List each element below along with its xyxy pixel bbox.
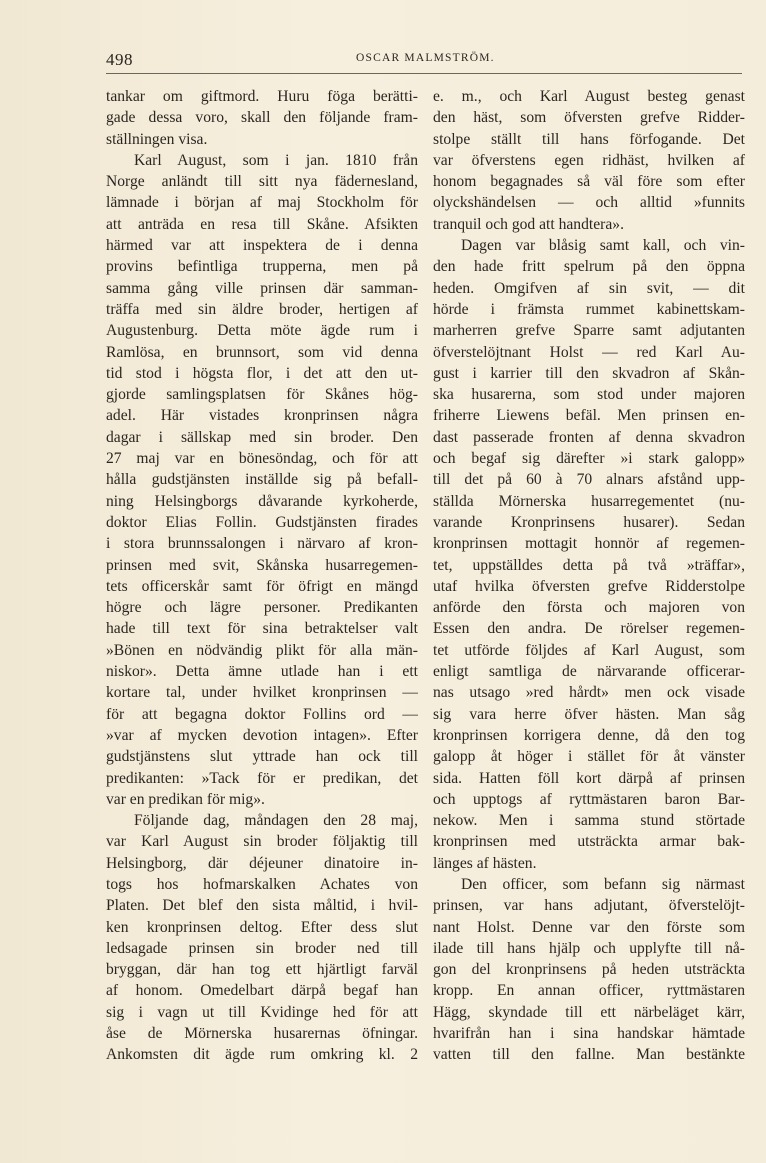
text-line: kronprinsen med utsträckta armar bak- xyxy=(433,833,745,851)
text-line: gon del kronprinsens på heden utsträckta xyxy=(433,961,745,979)
text-line: niskor». Detta ämne utlade han i ett xyxy=(106,663,418,681)
text-line: träffa med sin äldre broder, hertigen af xyxy=(106,300,418,318)
text-line: till det på 60 à 70 alnars afstånd upp- xyxy=(433,471,745,489)
text-line: ilade till hans hjälp och upplyfte till nå- xyxy=(433,939,745,957)
text-line: åse de Mörnerska husarernas öfningar. xyxy=(106,1025,418,1043)
text-line: härmed var att inspektera de i denna xyxy=(106,237,418,255)
text-line: Dagen var blåsig samt kall, och vin- xyxy=(461,237,745,255)
text-line: nekow. Men i samma stund störtade xyxy=(433,812,745,830)
text-line: nas utsago »red hårdt» men ock visade xyxy=(433,684,745,702)
text-line: ställda Mörnerska husarregementet (nu- xyxy=(433,492,745,510)
text-line: anförde den första och majoren von xyxy=(433,599,745,617)
text-line: Följande dag, måndagen den 28 maj, xyxy=(134,812,418,830)
text-line: i stora brunnssalongen i närvaro af kron- xyxy=(106,535,418,553)
text-line: hade till text för sina betraktelser valt xyxy=(106,620,418,638)
text-line: Helsingborg, där déjeuner dinatoire in- xyxy=(106,854,418,872)
text-line: Karl August, som i jan. 1810 från xyxy=(134,151,418,169)
text-line: hörde i främsta rummet kabinettskam- xyxy=(433,300,745,318)
text-line: predikanten: »Tack för er predikan, det xyxy=(106,769,418,787)
text-line: prinsen med svit, Skånska husarregemen- xyxy=(106,556,418,574)
text-line: tet, uppställdes detta på två »träffar», xyxy=(433,556,745,574)
text-line: var Karl August sin broder följaktig till xyxy=(106,833,418,851)
text-line: hålla gudstjänsten inställde sig på befall- xyxy=(106,471,418,489)
text-line: länges af hästen. xyxy=(433,854,537,872)
text-line: Ankomsten dit ägde rum omkring kl. 2 xyxy=(106,1046,418,1064)
text-line: den häst, som öfversten grefve Ridder- xyxy=(433,109,745,127)
text-line: och upptogs af ryttmästaren baron Bar- xyxy=(433,790,745,808)
text-line: tranquil och god att handtera». xyxy=(433,215,624,233)
text-line: Augustenburg. Detta möte ägde rum i xyxy=(106,322,418,340)
text-line: af honom. Omedelbart därpå begaf han xyxy=(106,982,418,1000)
text-line: och begaf sig därefter »i stark galopp» xyxy=(433,450,745,468)
page-header xyxy=(106,48,742,74)
text-line: kortare tal, under hvilket kronprinsen — xyxy=(106,684,418,702)
text-line: adel. Här vistades kronprinsen några xyxy=(106,407,418,425)
text-line: den hade fritt spelrum på den öppna xyxy=(433,258,745,276)
text-line: ken kronprinsen deltog. Efter dess slut xyxy=(106,918,418,936)
text-line: kronprinsen korrigera denne, då den tog xyxy=(433,726,745,744)
running-head: OSCAR MALMSTRÖM. xyxy=(356,52,495,64)
text-line: Hägg, skyndade till ett närbeläget kärr, xyxy=(433,1003,745,1021)
text-line: galopp åt höger i stället för åt vänster xyxy=(433,748,745,766)
text-line: 27 maj var en bönesöndag, och för att xyxy=(106,450,418,468)
header-rule xyxy=(106,73,742,74)
text-line: var öfverstens egen ridhäst, hvilken af xyxy=(433,151,745,169)
text-line: e. m., och Karl August besteg genast xyxy=(433,88,745,105)
text-line: tankar om giftmord. Huru föga berätti- xyxy=(106,88,418,105)
text-line: var en predikan för mig». xyxy=(106,790,265,808)
text-line: högre och lägre personer. Predikanten xyxy=(106,599,418,617)
text-line: friherre Liewens befäl. Men prinsen en- xyxy=(433,407,745,425)
text-line: ställningen visa. xyxy=(106,130,208,148)
text-line: sig vara herre öfver hästen. Man såg xyxy=(433,705,745,723)
text-line: tet utförde följdes af Karl August, som xyxy=(433,641,745,659)
text-line: provins befintliga trupperna, men på xyxy=(106,258,418,276)
text-line: sig i vagn ut till Kvidinge hed för att xyxy=(106,1003,418,1021)
text-line: hvarifrån han i sina handskar hämtade xyxy=(433,1025,745,1043)
text-line: Norge anländt till sitt nya fädernesland, xyxy=(106,173,418,191)
left-column xyxy=(106,86,418,1066)
text-line: stolpe ställt till hans förfogande. Det xyxy=(433,130,745,148)
text-line: gade dessa voro, skall den följande fram- xyxy=(106,109,418,127)
text-line: ska husarerna, som stod under majoren xyxy=(433,386,745,404)
text-line: utaf hvilka öfversten grefve Ridderstolpe xyxy=(433,577,745,595)
text-line: prinsen, var hans adjutant, öfverstelöjt- xyxy=(433,897,745,915)
text-line: Den officer, som befann sig närmast xyxy=(461,875,745,893)
page-number: 498 xyxy=(106,50,133,69)
text-line: för att begagna doktor Follins ord — xyxy=(106,705,418,723)
text-line: enligt samtliga de närvarande officerar- xyxy=(433,663,745,681)
text-line: öfverstelöjtnant Holst — red Karl Au- xyxy=(433,343,745,361)
text-line: doktor Elias Follin. Gudstjänsten firades xyxy=(106,513,418,531)
text-line: kronprinsen mottagit honnör af regemen- xyxy=(433,535,745,553)
text-line: Ramlösa, en brunnsort, som vid denna xyxy=(106,343,418,361)
right-column xyxy=(433,86,745,1066)
text-line: Essen den andra. De rörelser regemen- xyxy=(433,620,745,638)
text-line: vatten till den fallne. Man bestänkte xyxy=(433,1046,745,1064)
text-line: Platen. Det blef den sista måltid, i hvil- xyxy=(106,897,418,915)
text-line: lämnade i början af maj Stockholm för xyxy=(106,194,418,212)
text-line: sida. Hatten föll kort därpå af prinsen xyxy=(433,769,745,787)
text-line: olyckshändelsen — och alltid »funnits xyxy=(433,194,745,212)
text-line: samma gång ville prinsen där samman- xyxy=(106,279,418,297)
text-line: dast passerade fronten af denna skvadron xyxy=(433,428,745,446)
text-line: togs hos hofmarskalken Achates von xyxy=(106,875,418,893)
text-line: varande Kronprinsens husarer). Sedan xyxy=(433,513,745,531)
text-line: att anträda en resa till Skåne. Afsikten xyxy=(106,215,418,233)
text-line: gudstjänstens slut yttrade han ock till xyxy=(106,748,418,766)
text-line: dagar i sällskap med sin broder. Den xyxy=(106,428,418,446)
text-line: gjorde samlingsplatsen för Skånes hög- xyxy=(106,386,418,404)
text-line: heden. Omgifven af sin svit, — dit xyxy=(433,279,745,297)
text-line: tid stod i högsta flor, i det att den ut- xyxy=(106,364,418,382)
text-line: tets officerskår samt för öfrigt en mängd xyxy=(106,577,418,595)
text-line: honom begagnades så väl före som efter xyxy=(433,173,745,191)
text-line: ning Helsingborgs dåvarande kyrkoherde, xyxy=(106,492,418,510)
text-line: »var af mycken devotion intagen». Efter xyxy=(106,726,418,744)
text-line: nant Holst. Denne var den förste som xyxy=(433,918,745,936)
text-line: gust i karrier till den skvadron af Skån- xyxy=(433,364,745,382)
text-line: marherren grefve Sparre samt adjutanten xyxy=(433,322,745,340)
text-line: bryggan, där han tog ett hjärtligt farväl xyxy=(106,961,418,979)
text-line: »Bönen en nödvändig plikt för alla män- xyxy=(106,641,418,659)
text-line: ledsagade prinsen sin broder ned till xyxy=(106,939,418,957)
text-line: kropp. En annan officer, ryttmästaren xyxy=(433,982,745,1000)
